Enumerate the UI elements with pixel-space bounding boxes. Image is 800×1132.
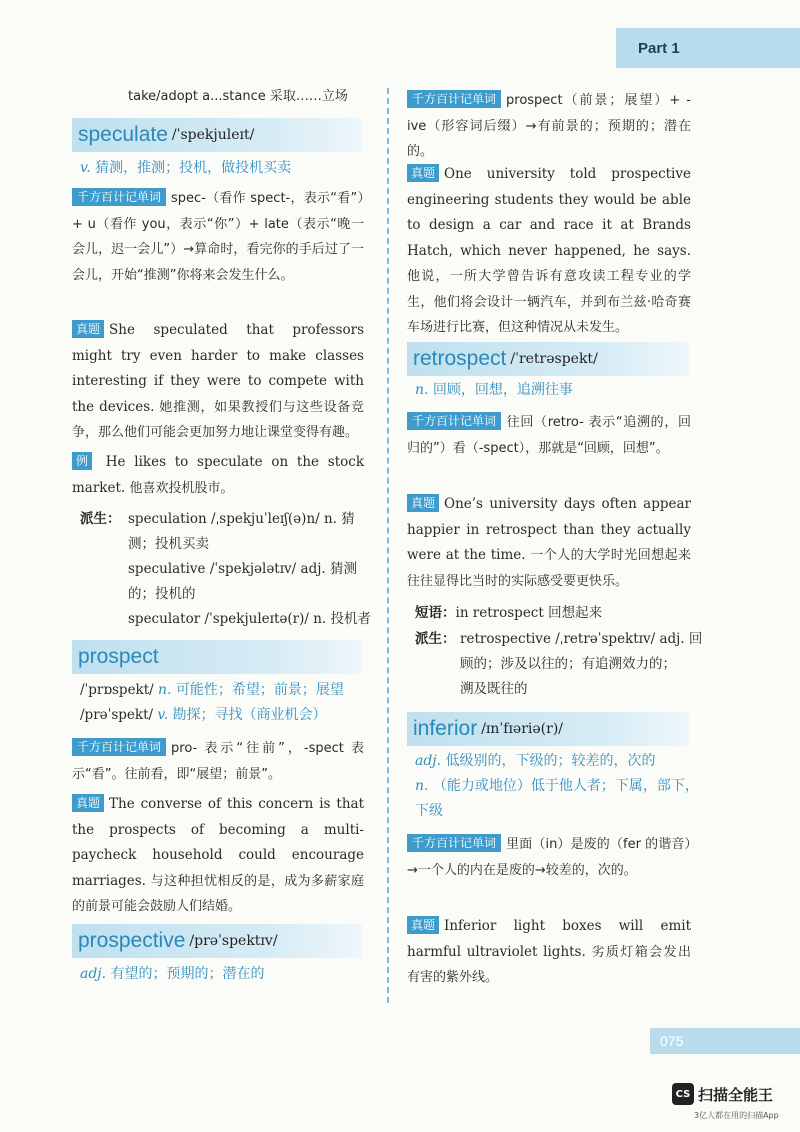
definition-text: （能力或地位）低于他人者；下属，部下，: [432, 778, 699, 794]
memo-tag: 千方百计记单词: [72, 738, 166, 756]
deriv-text: retrospective /ˌretrəˈspektɪv/ adj. 回: [460, 631, 703, 647]
definition-text: 有望的；预期的；潜在的: [110, 966, 265, 982]
entry-inferior-header: [407, 712, 689, 746]
entry-speculate-header: [72, 118, 362, 152]
exam-paragraph: [72, 792, 364, 920]
scanner-watermark: [672, 1083, 796, 1127]
exam-paragraph: [72, 318, 364, 446]
entry-prospective-header: [72, 924, 362, 958]
exam-english: The converse of this concern is that the prospects of becoming a multi-paycheck household could encourage marriages.: [72, 796, 364, 889]
derivation-label: [80, 507, 121, 532]
phrase-label: 短语：: [415, 605, 456, 621]
memo-text: prospect（前景；展望）+ -ive（形容词后缀）→有前景的；预期的；潜在的。: [407, 93, 691, 159]
part-of-speech: adj.: [80, 966, 107, 982]
definition-text: 回顾，回想，追溯往事: [432, 382, 573, 398]
memo-paragraph: [407, 88, 691, 165]
exam-paragraph: [407, 162, 691, 341]
exam-english: Inferior light boxes will emit harmful ultraviolet lights.: [407, 918, 691, 960]
deriv-text: speculator /ˈspekjuleɪtə(r)/ n. 投机者: [128, 611, 371, 627]
memo-paragraph: [407, 832, 691, 883]
page-number: 075: [650, 1028, 800, 1054]
part-of-speech: v.: [80, 160, 91, 176]
definition-text: 勘探；寻找（商业机会）: [172, 707, 327, 723]
memo-text: 往回（retro- 表示“追溯的，回归的”）看（-spect），那就是“回顾，回想”。: [407, 415, 691, 456]
exam-paragraph: [407, 492, 691, 594]
definition: [80, 156, 291, 181]
memo-paragraph: [72, 736, 364, 787]
deriv-text: speculation /ˌspekjuˈleɪʃ(ə)n/ n. 猜: [128, 511, 355, 527]
exam-tag: 真题: [407, 164, 439, 182]
exam-tag: 真题: [72, 794, 104, 812]
ipa: /ˈprɒspekt/: [80, 682, 154, 698]
definition-2-cont: [415, 799, 443, 824]
deriv-line-3: [460, 677, 528, 702]
part-of-speech: v.: [157, 707, 169, 723]
definition-text: 可能性；希望；前景；展望: [175, 682, 344, 698]
deriv-text: 溯及既往的: [460, 681, 528, 697]
headword: speculate: [78, 123, 168, 146]
definition: [415, 378, 573, 403]
phrase-line: [415, 601, 602, 626]
deriv-line-2: [128, 532, 209, 557]
example-english: He likes to speculate on the stock market.: [72, 454, 365, 496]
memo-tag: 千方百计记单词: [407, 834, 501, 852]
exam-tag: 真题: [407, 916, 439, 934]
exam-chinese: 一个人的大学时光回想起来往往显得比当时的实际感受要更快乐。: [407, 548, 691, 589]
intro-phrase-text: take/adopt a...stance 采取……立场: [128, 89, 348, 104]
exam-tag: 真题: [72, 320, 104, 338]
memo-paragraph: [407, 410, 691, 461]
exam-chinese: 与这种担忧相反的是，成为多薪家庭的前景可能会鼓励人们结婚。: [72, 873, 364, 914]
ipa: /prəˈspekt/: [80, 707, 154, 723]
memo-text: spec-（看作 spect-，表示“看”）+ u（看作 you，表示“你”）+ late（表示“晚一会儿，迟一会儿”）→算命时，看完你的手后过了一会儿，开始“推测”你将来会发生什么。: [72, 191, 364, 283]
ipa: /ɪnˈfɪəriə(r)/: [481, 721, 563, 737]
ipa: /prəˈspektɪv/: [189, 933, 278, 949]
column-divider: [387, 88, 389, 1003]
definition: [80, 962, 265, 987]
part-of-speech: adj.: [415, 753, 442, 769]
deriv-label-text: 派生：: [80, 511, 121, 527]
prospect-def-2: [80, 703, 327, 728]
deriv-line-5: [128, 607, 371, 632]
exam-english: One university told prospective engineering students they would be able to design a car and race it at Brands Hatch, which never happened, he says.: [407, 166, 691, 259]
deriv-label-text: 派生：: [415, 631, 456, 647]
memo-tag: 千方百计记单词: [407, 412, 501, 430]
entry-prospect-header: [72, 640, 362, 674]
definition-1: [415, 749, 656, 774]
deriv-text: 顾的；涉及以往的；有追溯效力的；: [460, 656, 676, 672]
part-tab: Part 1: [616, 28, 800, 68]
ipa: /ˈretrəspekt/: [510, 351, 598, 367]
memo-paragraph: [72, 186, 364, 288]
exam-english: She speculated that professors might try even harder to make classes interesting if they were to compete with the devices.: [72, 322, 364, 415]
part-of-speech: n.: [415, 778, 429, 794]
headword: prospective: [78, 929, 186, 952]
memo-tag: 千方百计记单词: [407, 90, 501, 108]
memo-text: pro- 表示“往前”，-spect 表示“看”。往前看，即“展望；前景”。: [72, 741, 364, 782]
memo-text: 里面（in）是废的（fer 的谐音）→一个人的内在是废的→较差的，次的。: [407, 837, 691, 878]
headword: retrospect: [413, 347, 507, 370]
exam-chinese: 她推测，如果教授们与这些设备竞争，那么他们可能会更加努力地让课堂变得有趣。: [72, 399, 364, 440]
phrase-text: in retrospect 回想起来: [455, 605, 603, 621]
deriv-line-2: [460, 652, 676, 677]
example-paragraph: [72, 450, 364, 501]
derivation-label: [415, 627, 456, 652]
entry-retrospect-header: [407, 342, 689, 376]
exam-tag: 真题: [407, 494, 439, 512]
definition-text: 下级: [415, 803, 443, 819]
scanner-tagline: 3亿人都在用的扫描App: [694, 1111, 779, 1120]
headword: inferior: [413, 717, 478, 740]
prospect-def-1: [80, 678, 344, 703]
ipa: /ˈspekjuleɪt/: [171, 127, 255, 143]
example-chinese: 他喜欢投机股市。: [129, 480, 234, 496]
memo-tag: 千方百计记单词: [72, 188, 166, 206]
example-tag: 例: [72, 452, 92, 470]
part-of-speech: n.: [158, 682, 172, 698]
deriv-line-4: [128, 582, 196, 607]
scanner-name: 扫描全能王: [698, 1086, 774, 1104]
deriv-line-3: [128, 557, 357, 582]
part-of-speech: n.: [415, 382, 429, 398]
deriv-line-1: [128, 507, 355, 532]
deriv-text: 测；投机买卖: [128, 536, 209, 552]
deriv-line-1: [460, 627, 702, 652]
definition-text: 低级别的，下级的；较差的，次的: [445, 753, 656, 769]
headword: prospect: [78, 645, 159, 668]
exam-english: One’s university days often appear happier in retrospect than they actually were at the time.: [407, 496, 691, 563]
intro-phrase: [128, 84, 348, 109]
exam-chinese: 他说，一所大学曾告诉有意攻读工程专业的学生，他们将会设计一辆汽车，并到布兰兹·哈奇赛车场进行比赛，但这种情况从未发生。: [407, 269, 691, 335]
exam-paragraph: [407, 914, 691, 991]
scanner-logo-icon: CS: [672, 1083, 694, 1105]
exam-chinese: 劣质灯箱会发出有害的紫外线。: [407, 944, 691, 985]
deriv-text: 的；投机的: [128, 586, 196, 602]
definition-text: 猜测，推测；投机，做投机买卖: [95, 160, 292, 176]
definition-2: [415, 774, 699, 799]
deriv-text: speculative /ˈspekjələtɪv/ adj. 猜测: [128, 561, 357, 577]
